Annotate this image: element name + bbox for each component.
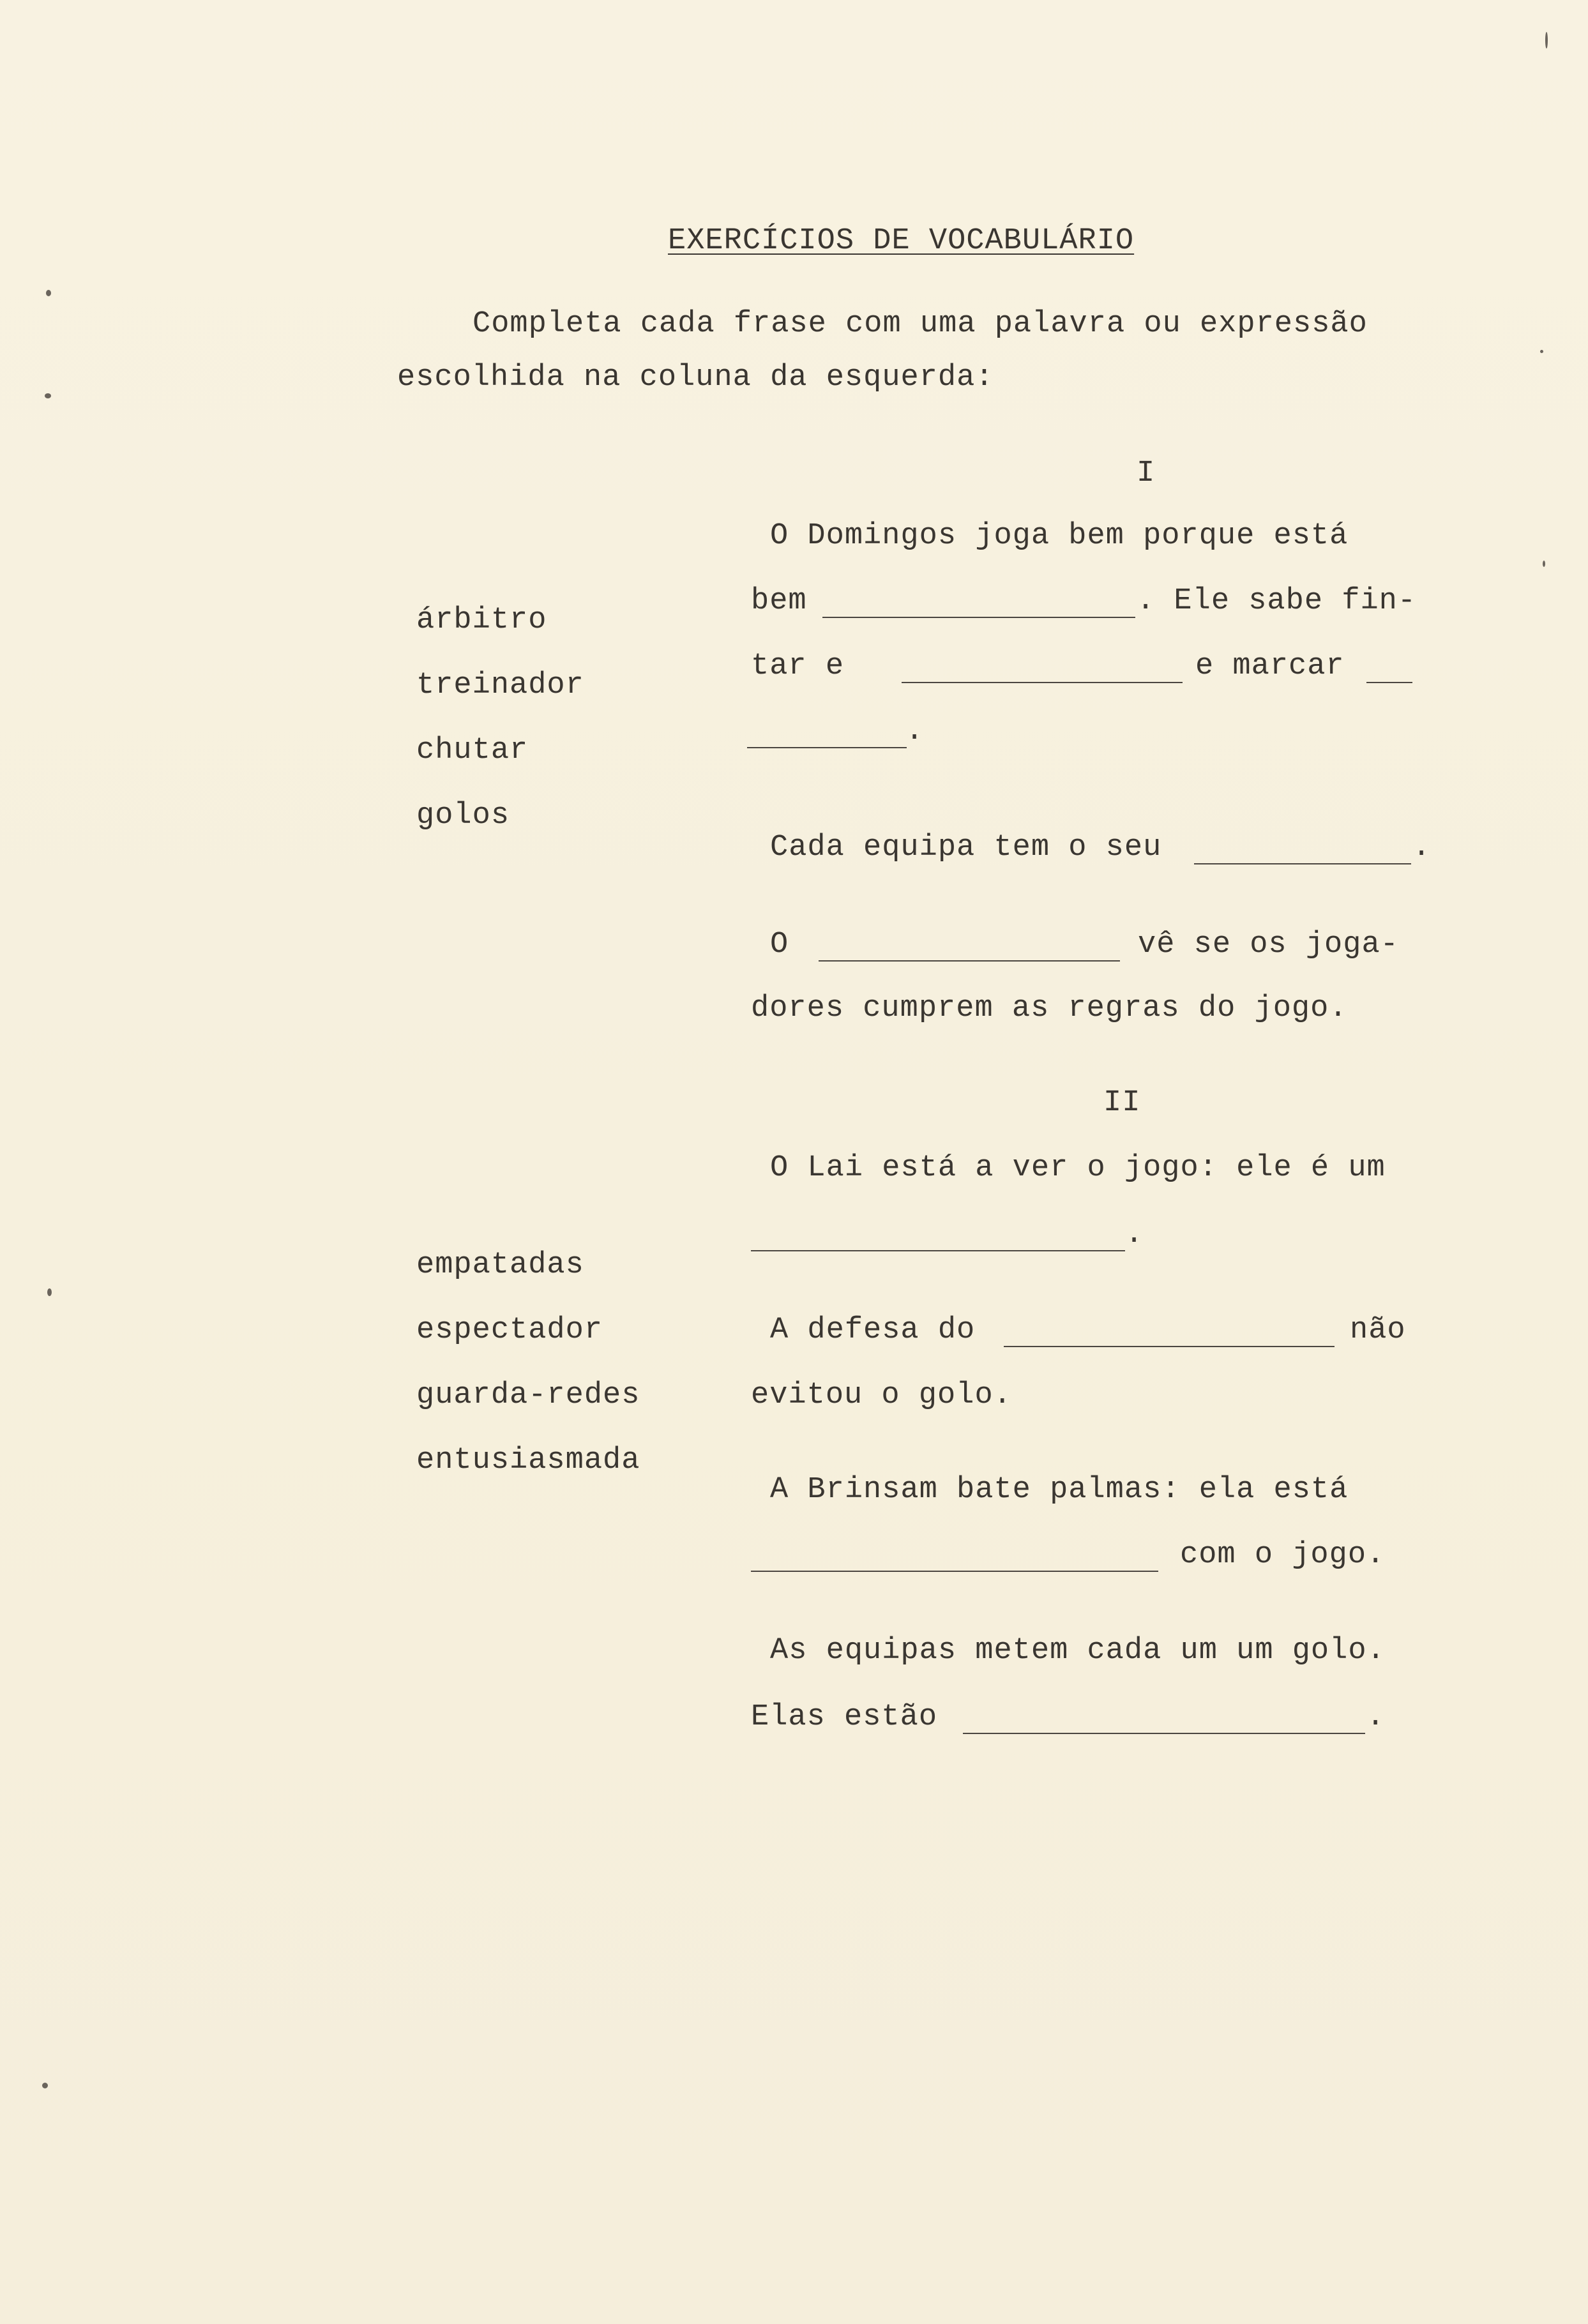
- sentence-line: O Lai está a ver o jogo: ele é um: [770, 1151, 1386, 1185]
- fill-blank[interactable]: [751, 1571, 1158, 1572]
- sentence-line: com o jogo.: [1180, 1538, 1386, 1572]
- word-bank-item: árbitro: [416, 603, 547, 637]
- fill-blank[interactable]: [819, 960, 1120, 962]
- fill-blank[interactable]: [1004, 1346, 1335, 1347]
- word-bank-item: golos: [416, 799, 510, 833]
- sentence-line: O: [770, 928, 789, 962]
- sentence-line: não: [1350, 1313, 1406, 1347]
- section-numeral: II: [1103, 1086, 1141, 1120]
- sentence-line: .: [905, 714, 925, 748]
- scan-speck: [47, 1288, 52, 1296]
- sentence-line: tar e: [751, 649, 845, 683]
- word-bank-item: entusiasmada: [416, 1444, 640, 1477]
- fill-blank[interactable]: [822, 617, 1135, 618]
- sentence-line: A defesa do: [770, 1313, 976, 1347]
- scan-speck: [1543, 561, 1545, 567]
- word-bank-item: empatadas: [416, 1248, 584, 1282]
- fill-blank[interactable]: [1194, 863, 1411, 864]
- word-bank-item: espectador: [416, 1313, 603, 1347]
- sentence-line: A Brinsam bate palmas: ela está: [770, 1473, 1349, 1507]
- sentence-line: O Domingos joga bem porque está: [770, 519, 1349, 553]
- word-bank-item: guarda-redes: [416, 1378, 640, 1412]
- section-numeral: I: [1137, 456, 1156, 490]
- scan-speck: [42, 2083, 48, 2088]
- sentence-line: .: [1125, 1218, 1144, 1251]
- fill-blank[interactable]: [902, 682, 1183, 683]
- fill-blank[interactable]: [963, 1733, 1365, 1734]
- sentence-line: bem: [751, 584, 807, 618]
- instructions-line-2: escolhida na coluna da esquerda:: [397, 361, 994, 395]
- sentence-line: .: [1366, 1700, 1386, 1734]
- sentence-line: Cada equipa tem o seu: [770, 831, 1162, 864]
- scan-speck: [1540, 350, 1543, 353]
- fill-blank[interactable]: [1366, 682, 1412, 683]
- sentence-line: As equipas metem cada um um golo.: [770, 1634, 1386, 1668]
- word-bank-item: chutar: [416, 734, 529, 767]
- scan-speck: [46, 290, 51, 296]
- sentence-line: Elas estão: [751, 1700, 938, 1734]
- fill-blank[interactable]: [747, 747, 907, 748]
- sentence-line: vê se os joga-: [1138, 928, 1399, 962]
- sentence-line: dores cumprem as regras do jogo.: [751, 992, 1348, 1025]
- instructions-line-1: Completa cada frase com uma palavra ou expressão: [473, 307, 1368, 341]
- fill-blank[interactable]: [751, 1250, 1125, 1251]
- page-title: EXERCÍCIOS DE VOCABULÁRIO: [668, 224, 1135, 258]
- scan-speck: [45, 393, 51, 398]
- sentence-line: e marcar: [1195, 649, 1345, 683]
- sentence-line: .: [1412, 831, 1432, 864]
- scan-speck: [1545, 32, 1548, 49]
- sentence-line: . Ele sabe fin-: [1137, 584, 1417, 618]
- sentence-line: evitou o golo.: [751, 1378, 1012, 1412]
- word-bank-item: treinador: [416, 668, 584, 702]
